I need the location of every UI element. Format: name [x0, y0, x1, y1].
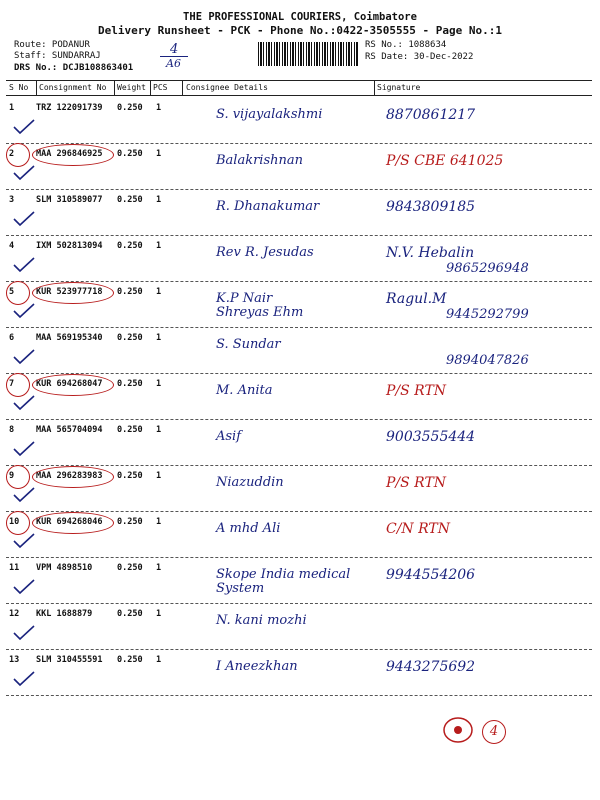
- check-mark-icon: [12, 441, 36, 457]
- row-signature-line2: 9445292799: [446, 307, 529, 322]
- circled-consignment-mark: [32, 466, 114, 488]
- row-weight: 0.250: [117, 149, 143, 159]
- table-row: [6, 189, 592, 236]
- table-row: [6, 603, 592, 650]
- row-consignment-no: SLM 310455591: [36, 655, 103, 665]
- circled-consignment-mark: [32, 282, 114, 304]
- row-sno: 10: [9, 517, 20, 527]
- row-consignee: M. Anita: [216, 383, 273, 398]
- handwritten-count-bottom: A6: [166, 57, 181, 70]
- row-signature: 9843809185: [386, 199, 476, 215]
- check-mark-icon: [12, 211, 36, 227]
- runsheet-table: [6, 80, 592, 721]
- row-consignment-no: TRZ 122091739: [36, 103, 103, 113]
- row-consignment-no: IXM 502813094: [36, 241, 103, 251]
- table-row: [6, 557, 592, 604]
- row-consignment-no: SLM 310589077: [36, 195, 103, 205]
- row-consignment-no: KKL 1688879: [36, 609, 93, 619]
- circled-sno-mark: [6, 511, 30, 535]
- table-row: [6, 511, 592, 558]
- row-pcs: 1: [156, 287, 162, 297]
- route-label: Route: PODANUR: [14, 40, 90, 50]
- rs-date-label: RS Date: 30-Dec-2022: [365, 52, 474, 62]
- row-weight: 0.250: [117, 379, 143, 389]
- row-pcs: 1: [156, 563, 162, 573]
- check-mark-icon: [12, 303, 36, 319]
- row-sno: 9: [9, 471, 15, 481]
- table-row: [6, 373, 592, 420]
- row-sno: 12: [9, 609, 20, 619]
- row-consignment-no: MAA 296283983: [36, 471, 103, 481]
- row-consignee: S. Sundar: [216, 337, 281, 352]
- table-row: [6, 97, 592, 144]
- table-row: [6, 327, 592, 374]
- row-signature: 9003555444: [386, 429, 476, 445]
- check-mark-icon: [12, 579, 36, 595]
- row-consignment-no: KUR 523977718: [36, 287, 103, 297]
- row-sno: 1: [9, 103, 15, 113]
- check-mark-icon: [12, 533, 36, 549]
- row-pcs: 1: [156, 517, 162, 527]
- row-consignee: Rev R. Jesudas: [216, 245, 314, 260]
- row-consignee: I Aneezkhan: [216, 659, 298, 674]
- row-sno: 6: [9, 333, 15, 343]
- row-consignee: R. Dhanakumar: [216, 199, 320, 214]
- row-pcs: 1: [156, 609, 162, 619]
- circled-consignment-mark: [32, 374, 114, 396]
- circled-consignment-mark: [32, 144, 114, 166]
- row-pcs: 1: [156, 103, 162, 113]
- col-consignment: Consignment No: [39, 83, 107, 92]
- check-mark-icon: [12, 671, 36, 687]
- row-pcs: 1: [156, 425, 162, 435]
- company-title: THE PROFESSIONAL COURIERS, Coimbatore: [183, 11, 417, 23]
- row-sno: 3: [9, 195, 15, 205]
- row-consignee-line2: Shreyas Ehm: [216, 305, 304, 320]
- table-row: [6, 281, 592, 328]
- row-consignment-no: KUR 694268046: [36, 517, 103, 527]
- row-pcs: 1: [156, 241, 162, 251]
- row-consignee: N. kani mozhi: [216, 613, 307, 628]
- check-mark-icon: [12, 395, 36, 411]
- row-consignee-line2: System: [216, 581, 265, 596]
- table-row: [6, 235, 592, 282]
- barcode: [258, 42, 358, 66]
- row-sno: 13: [9, 655, 20, 665]
- row-consignee: S. vijayalakshmi: [216, 107, 323, 122]
- col-weight: Weight: [117, 83, 146, 92]
- row-consignee: Asif: [216, 429, 242, 444]
- drs-label: DRS No.: DCJB108863401: [14, 63, 134, 73]
- row-weight: 0.250: [117, 517, 143, 527]
- staff-label: Staff: SUNDARRAJ: [14, 51, 101, 61]
- check-mark-icon: [12, 119, 36, 135]
- row-pcs: 1: [156, 471, 162, 481]
- row-consignment-no: MAA 569195340: [36, 333, 103, 343]
- row-weight: 0.250: [117, 609, 143, 619]
- row-signature: N.V. Hebalin: [386, 245, 475, 261]
- check-mark-icon: [12, 487, 36, 503]
- table-header: [6, 81, 592, 96]
- row-signature: 9944554206: [386, 567, 476, 583]
- col-sno: S No: [9, 83, 29, 92]
- initials-mark: [440, 716, 480, 746]
- row-weight: 0.250: [117, 471, 143, 481]
- check-mark-icon: [12, 625, 36, 641]
- table-row: [6, 465, 592, 512]
- row-pcs: 1: [156, 655, 162, 665]
- row-consignment-no: VPM 4898510: [36, 563, 93, 573]
- row-signature: 9443275692: [386, 659, 476, 675]
- col-pcs: PCS: [153, 83, 168, 92]
- row-consignment-no: KUR 694268047: [36, 379, 103, 389]
- table-row: [6, 649, 592, 696]
- row-pcs: 1: [156, 149, 162, 159]
- row-signature: C/N RTN: [386, 521, 451, 537]
- row-sno: 8: [9, 425, 15, 435]
- row-weight: 0.250: [117, 103, 143, 113]
- row-signature: P/S RTN: [386, 475, 447, 491]
- document-header: [0, 10, 600, 38]
- row-sno: 5: [9, 287, 15, 297]
- check-mark-icon: [12, 349, 36, 365]
- circled-sno-mark: [6, 465, 30, 489]
- row-pcs: 1: [156, 333, 162, 343]
- row-consignee: Skope India medical: [216, 567, 351, 582]
- table-row: [6, 143, 592, 190]
- row-consignee: Balakrishnan: [216, 153, 304, 168]
- row-consignment-no: MAA 565704094: [36, 425, 103, 435]
- row-consignment-no: MAA 296846925: [36, 149, 103, 159]
- row-pcs: 1: [156, 195, 162, 205]
- row-consignee: Niazuddin: [216, 475, 284, 490]
- row-signature: 8870861217: [386, 107, 476, 123]
- handwritten-count-top: 4: [170, 42, 179, 57]
- row-weight: 0.250: [117, 287, 143, 297]
- circled-sno-mark: [6, 143, 30, 167]
- rs-no-label: RS No.: 1088634: [365, 40, 447, 50]
- circled-sno-mark: [6, 373, 30, 397]
- row-sno: 4: [9, 241, 15, 251]
- row-weight: 0.250: [117, 563, 143, 573]
- check-mark-icon: [12, 165, 36, 181]
- col-signature: Signature: [377, 83, 421, 92]
- row-weight: 0.250: [117, 425, 143, 435]
- runsheet-subtitle: Delivery Runsheet - PCK - Phone No.:0422-3505555 - Page No.:1: [98, 24, 502, 37]
- footer-circled-number: 4: [482, 720, 506, 744]
- row-sno: 11: [9, 563, 20, 573]
- row-sno: 7: [9, 379, 15, 389]
- check-mark-icon: [12, 257, 36, 273]
- row-signature-line2: 9894047826: [446, 353, 529, 368]
- circled-consignment-mark: [32, 512, 114, 534]
- row-signature-line2: 9865296948: [446, 261, 529, 276]
- row-weight: 0.250: [117, 195, 143, 205]
- row-weight: 0.250: [117, 333, 143, 343]
- row-signature: Ragul.M: [386, 291, 447, 307]
- col-consignee: Consignee Details: [186, 83, 268, 92]
- table-row: [6, 419, 592, 466]
- row-signature: P/S RTN: [386, 383, 447, 399]
- row-pcs: 1: [156, 379, 162, 389]
- row-signature: P/S CBE 641025: [386, 153, 504, 169]
- row-weight: 0.250: [117, 655, 143, 665]
- row-sno: 2: [9, 149, 15, 159]
- row-weight: 0.250: [117, 241, 143, 251]
- row-consignee: A mhd Ali: [216, 521, 281, 536]
- row-consignee: K.P Nair: [216, 291, 273, 306]
- circled-sno-mark: [6, 281, 30, 305]
